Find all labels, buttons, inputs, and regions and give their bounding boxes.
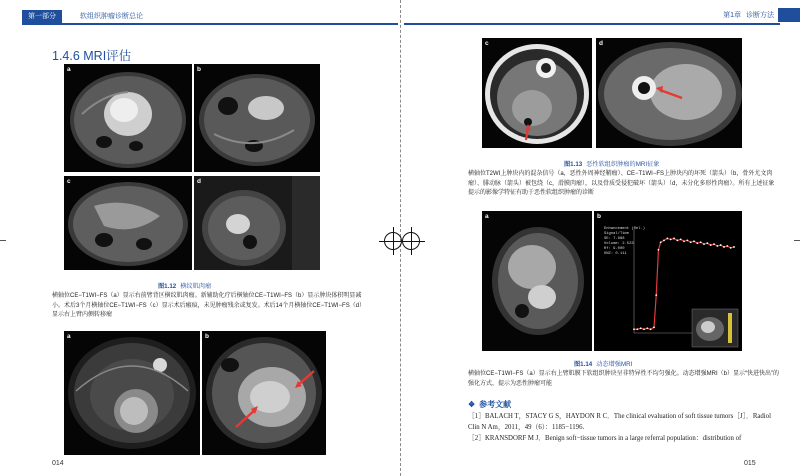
- mri-panel-12c: [64, 176, 192, 270]
- data-point: [730, 247, 732, 249]
- mri-panel-13a: [64, 331, 200, 455]
- mri-panel-14a: [482, 211, 592, 351]
- header-tab: [778, 8, 800, 22]
- chart-info-line: ONZ: 0.111: [604, 252, 627, 256]
- data-point: [666, 238, 668, 240]
- figure-title: 动态增强MRI: [596, 361, 633, 368]
- mri-panel-13c: [482, 38, 592, 148]
- panel-label: d: [197, 178, 201, 185]
- chart-info-line: SE: 7.888: [604, 237, 625, 241]
- chart-info-line: Enhancement (Rel.): [604, 227, 646, 231]
- section-title: 1.4.6 MRI评估: [52, 49, 132, 63]
- data-point: [680, 239, 682, 241]
- chart-info-line: Rf: 9.000: [604, 247, 625, 251]
- data-point: [723, 246, 725, 248]
- figure-title: 横纹肌肉瘤: [180, 283, 212, 290]
- panel-label: b: [205, 333, 209, 340]
- part-label: 第一部分: [22, 10, 62, 23]
- data-point: [720, 244, 722, 246]
- panel-label: c: [485, 40, 489, 47]
- panel-label: b: [597, 213, 601, 220]
- reference-item: ［1］BALACH T，STACY G S，HAYDON R C．The clinical evaluation of soft tissue tumors［J］．Radiol Clin N Am，2011，49（6）：1185−1196.: [468, 413, 771, 431]
- data-point: [706, 242, 708, 244]
- panel-label: a: [67, 66, 71, 73]
- page-number-left: 014: [52, 460, 64, 467]
- right-page: [404, 0, 800, 476]
- data-point: [686, 239, 688, 241]
- figure-caption-1-14: [574, 359, 632, 368]
- data-point: [636, 328, 638, 330]
- data-point: [660, 241, 662, 243]
- data-point: [633, 328, 635, 330]
- data-point: [650, 328, 652, 330]
- data-point: [643, 328, 645, 330]
- part-title: 软组织肿瘤诊断总论: [80, 13, 143, 20]
- mri-panel-12d: [194, 176, 320, 270]
- mri-panel-12b: [194, 64, 320, 172]
- data-point: [690, 241, 692, 243]
- data-point: [683, 240, 685, 242]
- chart-info-line: Signal/Time: [604, 232, 630, 236]
- data-point: [676, 239, 678, 241]
- references-heading: [468, 399, 511, 410]
- panel-label: a: [67, 333, 71, 340]
- trim-mark: [0, 240, 6, 241]
- data-point: [673, 238, 675, 240]
- left-page: [0, 0, 398, 476]
- data-point: [658, 249, 660, 251]
- figure-caption-1-13: [564, 159, 659, 168]
- data-point: [716, 245, 718, 247]
- mri-panel-13d: [596, 38, 742, 148]
- chart-info-line: Volume: 2.523: [604, 242, 634, 246]
- data-point: [733, 246, 735, 248]
- dce-curve-chart: [594, 211, 742, 351]
- figure-description-1-14: 横轴位CE−T1WI−FS（a）显示右上臂肌膜下软组织肿块呈非特异性不均匀强化。动态增强MRI（b）显示“快进快出”的强化方式，提示为恶性肿瘤可能: [468, 371, 780, 387]
- data-point: [696, 242, 698, 244]
- running-header-left: [0, 10, 398, 24]
- data-point: [693, 240, 695, 242]
- panel-label: a: [485, 213, 489, 220]
- figure-description-1-13: 横轴位T2WI上肿块内的混杂信号（a，恶性外周神经鞘瘤）、CE−T1WI−FS上肿块内的坏死（箭头）（b，骨外尤文肉瘤）、腓动脉（箭头）被包绕（c，滑膜肉瘤），以及骨质受侵犯破坏（箭头）（d，未分化多形性肉瘤）。所有上述征象提示的影像学特征有助于恶性软组织肿瘤的诊断: [468, 171, 775, 196]
- references-heading-text: 参考文献: [479, 400, 512, 409]
- data-point: [646, 327, 648, 329]
- figure-number: 图1.14: [574, 361, 593, 368]
- data-point: [640, 327, 642, 329]
- data-point: [700, 241, 702, 243]
- chart-info-block: [604, 227, 645, 257]
- data-point: [655, 294, 657, 296]
- data-point: [663, 239, 665, 241]
- data-point: [726, 245, 728, 247]
- header-rule: [22, 23, 398, 25]
- figure-title: 恶性软组织肿瘤的MRI征象: [586, 161, 660, 168]
- diamond-bullet-icon: ❖: [468, 400, 476, 409]
- data-point: [713, 243, 715, 245]
- panel-label: d: [599, 40, 603, 47]
- mri-panel-13b: [202, 331, 326, 455]
- data-point: [703, 243, 705, 245]
- panel-label: c: [67, 178, 71, 185]
- chapter-label: 第1章 诊断方法: [723, 12, 774, 19]
- mri-panel-12a: [64, 64, 192, 172]
- data-point: [670, 239, 672, 241]
- figure-description-1-12: 横轴位CE−T1WI−FS（a）显示右前臂背区横纹肌肉瘤。新辅助化疗后横轴位CE−T1WI−FS（b）显示肿块体积明显减小。术后3个月横轴位CE−T1WI−FS（c）显示术后瘢痕，未见肿瘤残余或复发。术后14个月横轴位CE−T1WI−FS（d）显示右上臂内侧转移瘤: [52, 293, 363, 318]
- figure-number: 图1.12: [158, 283, 177, 290]
- panel-label: b: [197, 66, 201, 73]
- figure-caption-1-12: [158, 281, 211, 290]
- data-point: [653, 326, 655, 328]
- reference-item: ［2］KRANSDORF M J．Benign soft−tissue tumors in a large referral population：distribution of: [468, 435, 742, 442]
- page-number-right: 015: [744, 460, 756, 467]
- data-point: [710, 244, 712, 246]
- figure-number: 图1.13: [564, 161, 583, 168]
- header-rule: [404, 23, 780, 25]
